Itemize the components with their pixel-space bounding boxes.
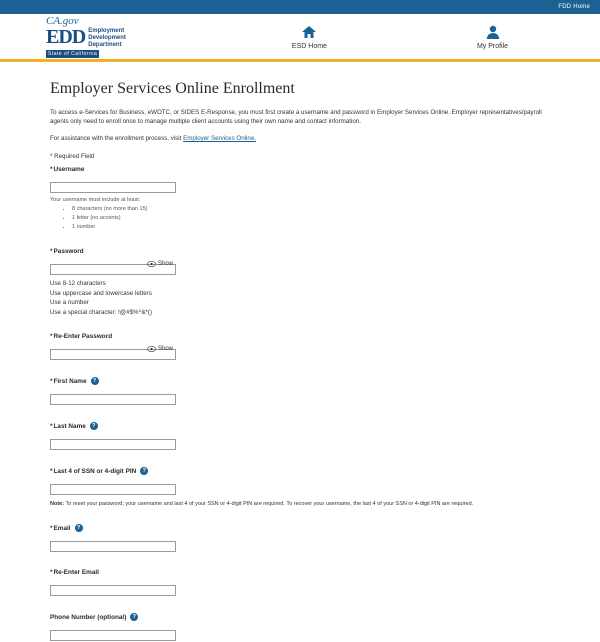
label-phone-number [50,613,550,621]
password-rule: Use a special character: !@#$%^&*() [50,308,153,316]
required-field-note: * Required Field [50,153,95,160]
nav-item-esd-home[interactable] [292,23,327,50]
help-icon[interactable]: ? [91,377,99,385]
label-email [50,524,550,532]
ssn-pin-note-bold: Note: [50,501,65,507]
label-ssn-pin [50,467,550,475]
reenter-email-input[interactable] [50,585,176,596]
label-password [50,248,550,255]
required-star: * [50,333,53,340]
label-first-name-text: First Name [53,377,87,385]
label-reenter-password-text: Re-Enter Password [53,333,113,340]
label-last-name-text: Last Name [53,422,86,430]
agency-line-1: Employment [88,27,125,34]
password-rules [50,279,550,317]
phone-number-input[interactable] [50,630,176,641]
required-star: * [50,422,53,430]
required-star: * [50,166,53,173]
ssn-pin-note [50,500,480,508]
label-reenter-password [50,333,550,340]
required-star: * [50,248,53,255]
nav-item-my-profile[interactable] [477,23,508,50]
field-phone-number [50,613,550,642]
home-icon [300,23,318,41]
field-first-name [50,377,550,406]
edd-wordmark [88,27,126,49]
field-reenter-email [50,569,550,597]
password-rule: Use uppercase and lowercase letters [50,289,152,297]
help-icon[interactable]: ? [130,613,138,621]
username-hint: Your username must include at least: [50,197,141,203]
agency-subtitle: State of California [48,50,98,57]
label-email-text: Email [53,524,71,532]
reenter-password-input-wrap [50,343,176,361]
list-item: • 8 characters (no more than 15) [72,205,550,214]
required-star: * [50,467,53,475]
field-reenter-password [50,333,550,361]
field-email [50,524,550,553]
eye-icon [148,261,156,267]
required-star: * [50,524,53,532]
label-reenter-email [50,569,550,576]
eye-icon [148,346,156,352]
field-ssn-pin [50,467,550,508]
label-password-text: Password [53,248,84,255]
required-star: * [50,569,53,576]
employer-services-online-link[interactable]: Employer Services Online. [183,135,256,142]
list-item: • 1 letter (no accents) [72,214,550,223]
reenter-password-show-label: Show [157,345,173,352]
main-content [0,62,600,642]
username-input[interactable] [50,182,176,193]
list-item: • 1 number [72,223,550,232]
logo-zone[interactable] [0,16,200,58]
ssn-pin-input[interactable] [50,484,176,495]
label-phone-number-text: Phone Number (optional) [50,613,127,621]
password-show-label: Show [157,260,173,267]
email-input[interactable] [50,541,176,552]
field-password [50,248,550,317]
help-icon[interactable]: ? [75,524,83,532]
label-first-name [50,377,550,385]
label-username [50,166,550,173]
assistance-paragraph [50,134,550,143]
field-username [50,166,550,232]
password-rule: Use 8-12 characters [50,280,106,287]
user-icon [484,23,502,41]
nav-label-my-profile: My Profile [476,43,509,50]
label-username-text: Username [53,166,85,173]
header-nav [200,23,600,50]
label-last-name [50,422,550,430]
edd-logo[interactable] [46,27,200,49]
agency-line-3: Department [88,41,122,48]
password-rule: Use a number [50,299,89,306]
password-show-toggle[interactable] [148,258,173,269]
label-ssn-pin-text: Last 4 of SSN or 4-digit PIN [53,467,137,475]
site-header [0,14,600,62]
ssn-pin-note-text: To reset your password, your username and last 4 of your SSN or 4-digit PIN are required. To recover your username, the last 4 of your SSN or 4-digit PIN are required. [64,501,474,507]
edd-mark: EDD [46,25,86,48]
page-title: Employer Services Online Enrollment [50,80,295,97]
reenter-password-show-toggle[interactable] [148,343,173,354]
fdd-home-link[interactable]: FDD Home [558,4,590,10]
username-requirements-list [50,205,550,232]
help-icon[interactable]: ? [90,422,98,430]
label-reenter-email-text: Re-Enter Email [53,569,99,576]
help-icon[interactable]: ? [140,467,148,475]
last-name-input[interactable] [50,439,176,450]
nav-label-esd-home: ESD Home [291,43,327,50]
ca-gov-logo[interactable]: CA.gov [46,14,79,27]
assistance-text: For assistance with the enrollment process, visit [50,135,184,142]
required-star: * [50,377,53,385]
password-input-wrap [50,258,176,276]
intro-paragraph: To access e-Services for Business, eWOTC, or SIDES E-Response, you must first create a username and password in Employer Services Online. Employer representatives/payroll agents only need to enroll once to manage multiple client accounts using their own name and contact information. [50,109,542,125]
field-last-name [50,422,550,451]
agency-line-2: Development [88,34,126,41]
utility-bar [0,0,600,14]
first-name-input[interactable] [50,394,176,405]
